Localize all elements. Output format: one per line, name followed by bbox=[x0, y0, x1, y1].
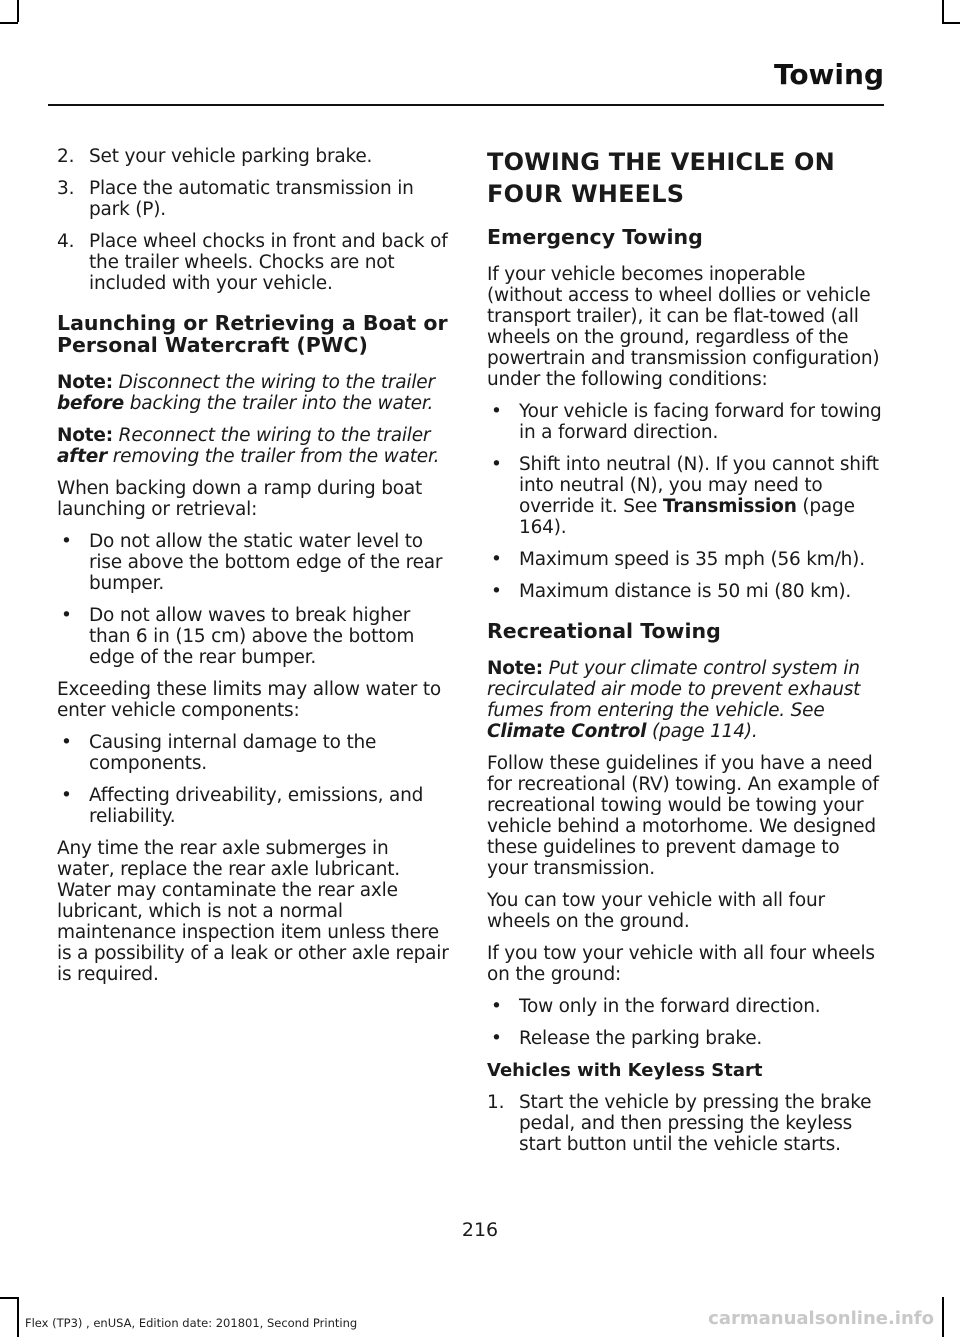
step-text: Start the vehicle by pressing the brake pedal, and then pressing the keyless start button until the vehicle starts. bbox=[519, 1092, 872, 1155]
recreational-paragraph: If you tow your vehicle with all four wheels on the ground: bbox=[487, 943, 875, 985]
bullet: • bbox=[491, 454, 502, 475]
crop-mark bbox=[17, 1297, 19, 1337]
note-text: (page 114). bbox=[646, 721, 758, 742]
step-number: 2. bbox=[57, 146, 75, 167]
list-item bbox=[487, 549, 883, 570]
note-text: Reconnect the wiring to the trailer bbox=[112, 425, 431, 446]
bullet-text: Release the parking brake. bbox=[519, 1028, 763, 1049]
page-title: Towing bbox=[773, 58, 884, 91]
note-label: Note: bbox=[57, 425, 113, 446]
step-text: Place the automatic transmission in park (P). bbox=[89, 178, 414, 220]
note-emphasis: before bbox=[57, 393, 125, 414]
exceed-intro: Exceeding these limits may allow water to enter vehicle components: bbox=[57, 679, 442, 721]
list-item bbox=[487, 996, 883, 1017]
bullet-text: (page 164). bbox=[519, 496, 855, 538]
bullet: • bbox=[61, 605, 72, 626]
step-number: 3. bbox=[57, 178, 75, 199]
bullet-text: Affecting driveability, emissions, and reliability. bbox=[89, 785, 424, 827]
bullet-text: Your vehicle is facing forward for towing in a forward direction. bbox=[519, 401, 882, 443]
recreational-heading: Recreational Towing bbox=[487, 619, 721, 643]
list-item bbox=[57, 732, 449, 774]
emergency-paragraph: If your vehicle becomes inoperable (without access to wheel dollies or vehicle transport trailer), it can be flat-towed (all wheels on the ground, regardless of the powertrain and transmission configuration) under the following conditions: bbox=[487, 264, 880, 390]
keyless-heading: Vehicles with Keyless Start bbox=[487, 1060, 763, 1081]
note-after bbox=[57, 425, 449, 467]
recreational-note bbox=[487, 658, 883, 742]
list-item bbox=[57, 231, 449, 294]
bullet-text: Tow only in the forward direction. bbox=[519, 996, 821, 1017]
boat-heading: Launching or Retrieving a Boat or Personal Watercraft (PWC) bbox=[57, 311, 448, 357]
bullet-text: Shift into neutral (N). If you cannot shift into neutral (N), you may need to override it. See bbox=[519, 454, 879, 517]
step-text: Place wheel chocks in front and back of the trailer wheels. Chocks are not included with your vehicle. bbox=[89, 231, 448, 294]
page-number: 216 bbox=[461, 1219, 499, 1241]
section-title-line: TOWING THE VEHICLE ON bbox=[487, 148, 835, 176]
list-item bbox=[57, 178, 449, 220]
crop-mark bbox=[0, 22, 18, 24]
crop-mark bbox=[0, 1297, 18, 1299]
bullet: • bbox=[491, 1028, 502, 1049]
section-title bbox=[487, 146, 883, 210]
bullet: • bbox=[491, 581, 502, 602]
crop-mark bbox=[942, 0, 944, 22]
bullet: • bbox=[491, 996, 502, 1017]
note-text: Disconnect the wiring to the trailer bbox=[112, 372, 435, 393]
bullet-text: Maximum distance is 50 mi (80 km). bbox=[519, 581, 852, 602]
watermark: carmanualsonline.info bbox=[708, 1308, 934, 1329]
bullet: • bbox=[491, 549, 502, 570]
bullet: • bbox=[61, 785, 72, 806]
crop-mark bbox=[942, 1297, 944, 1337]
emergency-heading: Emergency Towing bbox=[487, 225, 703, 249]
note-text: backing the trailer into the water. bbox=[124, 393, 434, 414]
transmission-link[interactable]: Transmission bbox=[662, 496, 797, 517]
bullet: • bbox=[61, 732, 72, 753]
bullet-text: Do not allow waves to break higher than 6 in (15 cm) above the bottom edge of the rear bumper. bbox=[89, 605, 415, 668]
list-item bbox=[487, 1092, 883, 1155]
list-item bbox=[487, 1028, 883, 1049]
note-before bbox=[57, 372, 449, 414]
bullet: • bbox=[61, 531, 72, 552]
ramp-intro: When backing down a ramp during boat launching or retrieval: bbox=[57, 478, 423, 520]
note-text: Put your climate control system in recirculated air mode to prevent exhaust fumes from entering the vehicle. See bbox=[487, 658, 861, 721]
bullet-text: Do not allow the static water level to rise above the bottom edge of the rear bumper. bbox=[89, 531, 443, 594]
recreational-paragraph: Follow these guidelines if you have a need for recreational (RV) towing. An example of recreational towing would be towing your vehicle behind a motorhome. We designed these guidelines to prevent damage to your transmission. bbox=[487, 753, 879, 879]
crop-mark bbox=[942, 22, 960, 24]
note-label: Note: bbox=[487, 658, 543, 679]
list-item bbox=[487, 454, 883, 538]
list-item bbox=[57, 785, 449, 827]
step-text: Set your vehicle parking brake. bbox=[89, 146, 373, 167]
bullet: • bbox=[491, 401, 502, 422]
recreational-paragraph: You can tow your vehicle with all four wheels on the ground. bbox=[487, 890, 825, 932]
note-text: removing the trailer from the water. bbox=[107, 446, 440, 467]
note-emphasis: after bbox=[57, 446, 108, 467]
climate-control-link[interactable]: Climate Control bbox=[487, 721, 647, 742]
footer: Flex (TP3) , enUSA, Edition date: 201801, Second Printing bbox=[25, 1316, 358, 1330]
step-number: 4. bbox=[57, 231, 75, 252]
crop-mark bbox=[17, 0, 19, 22]
left-column bbox=[57, 146, 449, 996]
bullet-text: Causing internal damage to the components. bbox=[89, 732, 377, 774]
step-number: 1. bbox=[487, 1092, 505, 1113]
note-label: Note: bbox=[57, 372, 113, 393]
header-divider bbox=[48, 104, 884, 106]
list-item bbox=[487, 401, 883, 443]
section-title-line: FOUR WHEELS bbox=[487, 180, 685, 208]
list-item bbox=[57, 146, 449, 167]
right-column bbox=[487, 146, 883, 1166]
bullet-text: Maximum speed is 35 mph (56 km/h). bbox=[519, 549, 865, 570]
axle-paragraph: Any time the rear axle submerges in water, replace the rear axle lubricant. Water may contaminate the rear axle lubricant, which is not a normal maintenance inspection item unless there is a possibility of a leak or other axle repair is required. bbox=[57, 838, 449, 985]
list-item bbox=[57, 605, 449, 668]
list-item bbox=[57, 531, 449, 594]
list-item bbox=[487, 581, 883, 602]
